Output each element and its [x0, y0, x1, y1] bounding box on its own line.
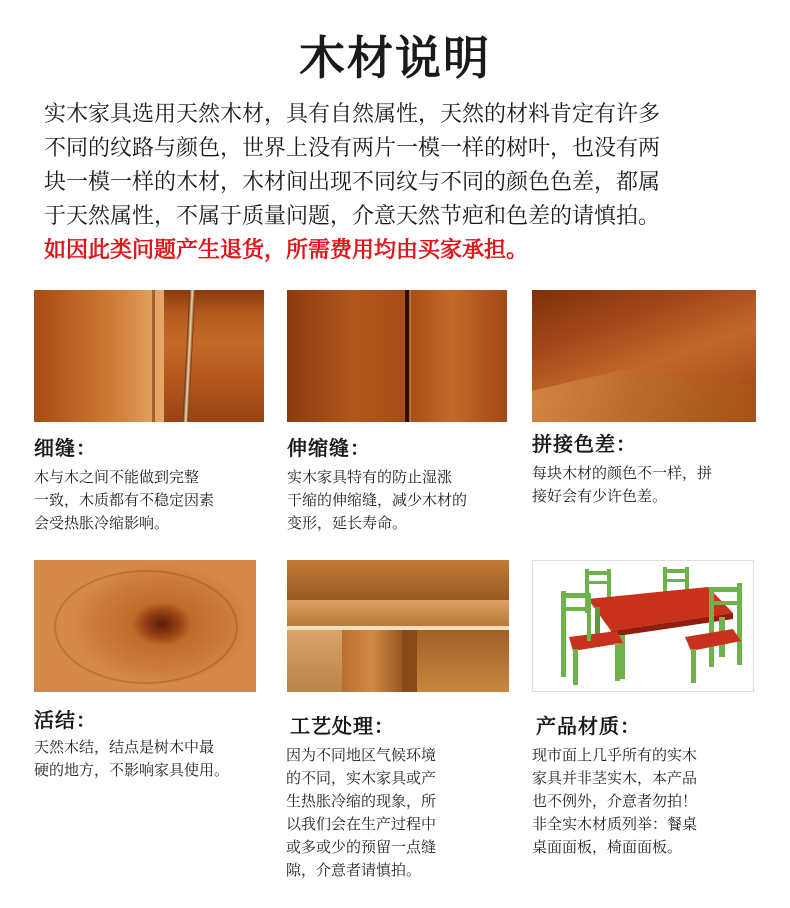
item-title: 产品材质： — [536, 714, 641, 738]
fine-seam-photo — [34, 290, 264, 422]
desc-line: 一致，木质都有不稳定因素 — [34, 491, 215, 509]
joint-line — [409, 290, 411, 422]
item-title: 工艺处理： — [290, 714, 395, 738]
table-rail — [287, 630, 342, 692]
desc-line: 非全实木材质列举：餐桌 — [532, 815, 698, 833]
color-patch — [532, 370, 756, 422]
item-description — [532, 462, 772, 508]
item-title: 活结： — [34, 708, 97, 732]
seam-highlight — [34, 290, 164, 422]
desc-line: 生热胀冷缩的现象，所 — [286, 792, 437, 810]
desc-line: 也不例外，介意者勿拍！ — [532, 792, 698, 810]
table-apron — [287, 600, 509, 626]
table-underside — [417, 630, 509, 692]
item-title: 细缝： — [34, 436, 97, 460]
color-difference-photo — [532, 290, 756, 422]
desc-line: 家具并非茎实木，本产品 — [532, 769, 698, 787]
item-description — [287, 466, 527, 535]
intro-line: 实木家具选用天然木材，具有自然属性，天然的材料肯定有许多 — [44, 102, 661, 127]
craft-photo — [287, 560, 509, 692]
desc-line: 桌面面板，椅面面板。 — [532, 838, 683, 856]
desc-line: 实木家具特有的防止湿涨 — [287, 468, 453, 486]
table-leg — [342, 630, 402, 692]
desc-line: 以我们会在生产过程中 — [286, 815, 437, 833]
item-description — [532, 744, 772, 859]
desc-line: 因为不同地区气候环境 — [286, 746, 437, 764]
item-title: 拼接色差： — [532, 432, 637, 456]
table-top — [287, 560, 509, 600]
intro-text — [44, 98, 764, 268]
knot-grain — [54, 570, 238, 684]
desc-line: 隙，介意者请慎拍。 — [286, 861, 422, 879]
desc-line: 干缩的伸缩缝，减少木材的 — [287, 491, 468, 509]
desc-line: 接好会有少许色差。 — [532, 487, 668, 505]
intro-line: 不同的纹路与颜色，世界上没有两片一模一样的树叶，也没有两 — [44, 136, 661, 161]
dining-set-svg — [533, 561, 754, 692]
intro-line: 块一模一样的木材，木材间出现不同纹与不同的颜色色差，都属 — [44, 170, 661, 195]
desc-line: 的不同，实木家具或产 — [286, 769, 437, 787]
item-title: 伸缩缝： — [287, 436, 371, 460]
desc-line: 或多或少的预留一点缝 — [286, 838, 437, 856]
return-warning: 如因此类问题产生退货，所需费用均由买家承担。 — [44, 238, 529, 263]
desc-line: 硬的地方，不影响家具使用。 — [34, 761, 230, 779]
desc-line: 每块木材的颜色不一样，拼 — [532, 464, 713, 482]
desc-line: 天然木结，结点是树木中最 — [34, 738, 215, 756]
page-title: 木材说明 — [299, 31, 491, 85]
item-description — [34, 736, 274, 782]
expansion-joint-photo — [287, 290, 507, 422]
seam-line — [152, 290, 155, 422]
knot-photo — [34, 560, 256, 692]
dining-set-illustration — [532, 560, 754, 692]
item-description — [34, 466, 274, 535]
intro-line: 于天然属性，不属于质量问题，介意天然节疤和色差的请慎拍。 — [44, 204, 661, 229]
desc-line: 变形，延长寿命。 — [287, 514, 408, 532]
seam-line — [183, 290, 196, 422]
item-description — [286, 744, 506, 882]
desc-line: 木与木之间不能做到完整 — [34, 468, 200, 486]
desc-line: 现市面上几乎所有的实木 — [532, 746, 698, 764]
desc-line: 会受热胀冷缩影响。 — [34, 514, 170, 532]
